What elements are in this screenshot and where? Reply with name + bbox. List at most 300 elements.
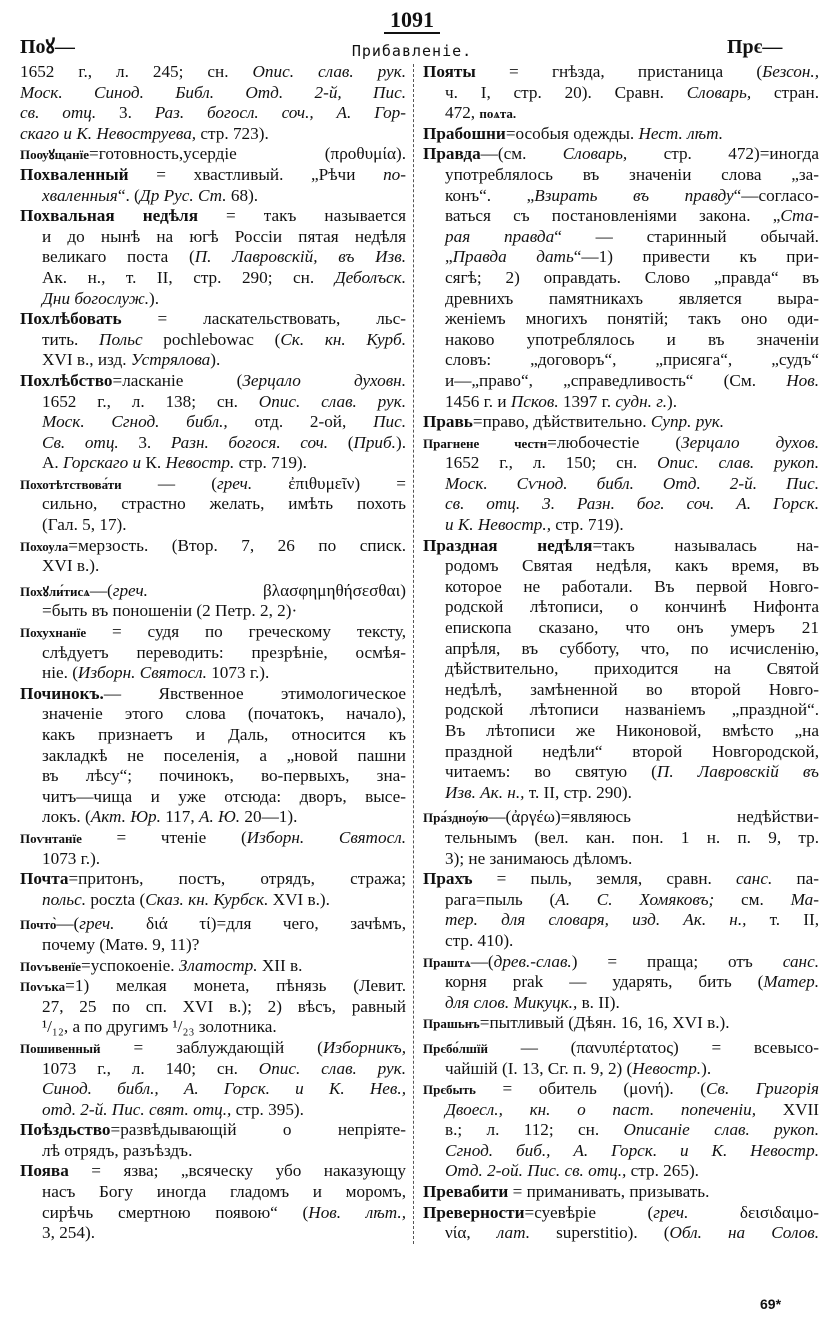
text-line (423, 807, 819, 828)
text-run: и до нынѣ на югѣ Россіи пятая недѣля (42, 226, 406, 246)
italic-run: Синод. библ., А. Горск. и К. Нев., (42, 1079, 406, 1099)
text-run: праздной недѣли“ второй Новгородской, (445, 741, 819, 761)
italic-run: хваленныя (42, 185, 118, 205)
italic-run: Акт. Юр. (90, 807, 161, 827)
text-line (423, 83, 819, 104)
text-line (423, 993, 819, 1014)
text-run: Ак. н., т. II, стр. 290; сн. (42, 267, 335, 287)
text-line (20, 392, 406, 413)
text-run: тить. (42, 329, 100, 349)
italic-run: св. отц. 3. Разн. бог. соч. А. Горск. (445, 494, 819, 514)
text-line (423, 144, 819, 165)
text-run: 1652 г., л. 245; сн. (20, 62, 253, 81)
text-run: насъ Богу иногда гладомъ и моромъ, (42, 1182, 406, 1202)
headword: Похвальная недѣля (20, 206, 198, 226)
text-run: = приманивать, призывать. (508, 1182, 710, 1202)
headword-slavonic: Поѹꙋщанїе (20, 147, 90, 163)
text-run: сильно, страстно желать, имѣть похоть (42, 494, 406, 514)
text-line (423, 412, 819, 433)
text-line (423, 289, 819, 310)
text-run: стр. 719). (234, 453, 307, 473)
text-line (423, 890, 819, 911)
running-head-right: Прє— (727, 36, 783, 58)
right-column (423, 62, 819, 1244)
text-line (20, 787, 406, 808)
text-run: 3, 254). (42, 1223, 95, 1243)
headword-slavonic: Поѵнтанїе (20, 830, 82, 846)
text-line (423, 1161, 819, 1182)
text-line (20, 103, 406, 124)
text-run: т. II, стр. 290). (524, 782, 632, 802)
italic-run: древ.-слав. (493, 951, 572, 971)
text-line (423, 1059, 819, 1080)
italic-run: Супр. рук. (650, 412, 725, 432)
italic-run: санс. (736, 869, 773, 889)
italic-run: Ста- (780, 206, 819, 226)
italic-run: скаго и К. Невоструева, (20, 123, 197, 143)
text-run: 1397 г. (558, 391, 616, 411)
italic-run: греч. (216, 473, 253, 493)
text-run: значеніе этого слова (початокъ, начало), (42, 704, 406, 724)
text-run: в.; л. 112; сн. (445, 1120, 624, 1140)
italic-run: Отд. 2-ой. Пис. св. отц., (445, 1161, 627, 1181)
text-line (423, 1203, 819, 1224)
headword: Почта (20, 869, 69, 889)
text-line (423, 350, 819, 371)
text-line (423, 1013, 819, 1034)
text-run: =быть въ поношеніи (2 Петр. 2, 2)· (42, 601, 298, 621)
text-run: ἐπιθυμεῖν) = (252, 473, 406, 493)
text-run: =пытливый (Дѣян. 16, 16, XVI в.). (479, 1013, 730, 1033)
italic-run: Безсон., (762, 62, 819, 81)
text-line (423, 1120, 819, 1141)
italic-run: Дни богослуж. (42, 288, 150, 308)
text-run: ). (667, 391, 678, 411)
text-run: т. II, (746, 910, 819, 930)
italic-run: Обл. на Солов. (669, 1223, 819, 1243)
italic-run: Нов. лѣт., (308, 1202, 406, 1222)
text-run: =ласканіе ( (112, 370, 243, 390)
text-line (20, 371, 406, 392)
text-line (423, 227, 819, 248)
text-run: =любочестіе ( (547, 432, 682, 452)
italic-run: Нест. лѣт. (638, 123, 724, 143)
italic-run: Опис. слав. рук. (252, 62, 406, 81)
headword-slavonic: Пошивенный (20, 1040, 101, 1056)
text-line (423, 680, 819, 701)
italic-run: судн. г. (615, 391, 668, 411)
headword: Поява (20, 1161, 69, 1181)
text-run: стр. 719). (551, 515, 624, 535)
text-line (423, 453, 819, 474)
text-line (20, 1182, 406, 1203)
italic-run: Изборн. Святосл. (77, 663, 207, 683)
text-run: = ласкательствовать, льс- (121, 309, 406, 329)
text-line (423, 186, 819, 207)
text-run: 472, (445, 103, 480, 123)
headword-slavonic: поѧта. (479, 106, 517, 122)
text-run: корня prak — ударять, бить ( (445, 972, 764, 992)
headword: Похваленный (20, 164, 129, 184)
text-line (20, 828, 406, 849)
text-run: —( (56, 914, 80, 934)
text-line (423, 1182, 819, 1203)
italic-run: польс. (42, 889, 87, 909)
text-run: какъ признаетъ и Даль, относится къ (42, 725, 406, 744)
text-run: = пыль, земля, сравн. (472, 869, 737, 889)
text-run: XVI в.). (268, 889, 330, 909)
text-line (423, 371, 819, 392)
text-line (423, 247, 819, 268)
running-head-left: Поꙋ— (20, 36, 75, 58)
text-line (423, 869, 819, 890)
text-line (423, 742, 819, 763)
text-line (20, 350, 406, 371)
headword: Преверности (423, 1202, 525, 1222)
text-run: ¹/₁₂, а по другимъ ¹/₂₃ золотника. (42, 1017, 277, 1037)
text-line (20, 725, 406, 746)
text-line (20, 766, 406, 787)
text-line (20, 247, 406, 268)
italic-run: Словарь, (562, 144, 628, 164)
italic-run: Опис. слав. рук. (258, 391, 406, 411)
italic-run: Сгнод. биб., А. Горск. и К. Невостр. (445, 1140, 819, 1160)
text-run: почему (Матѳ. 9, 11)? (42, 934, 200, 954)
text-run: въ лѣсу“; починокъ, во-первыхъ, зна- (42, 766, 406, 786)
headword: Пояты (423, 62, 476, 81)
text-run: великаго поста ( (42, 247, 195, 267)
text-run: словъ: „договоръ“, „присяга“, „судъ“ (445, 350, 819, 370)
text-line (423, 536, 819, 557)
text-run: стр. 472)=иногда (627, 144, 819, 164)
text-run: XVI в.). (42, 556, 100, 576)
italic-run: А. С. Хомяковъ; (555, 889, 715, 909)
text-line (423, 433, 819, 454)
italic-run: Др Рус. Ст. (139, 185, 227, 205)
text-run: νία, (445, 1223, 497, 1243)
text-run: закладкѣ не поселенія, а „новой пашни (42, 745, 406, 765)
italic-run: по- (383, 164, 406, 184)
text-run: = язва; „всяческу убо наказующу (68, 1161, 406, 1181)
italic-run: Моск. Синод. Библ. Отд. 2-й, Пис. (20, 82, 406, 102)
italic-run: рая правда (445, 226, 555, 246)
italic-run: Псков. (510, 391, 559, 411)
italic-run: отд. 2-й. Пис. свят. отц., (42, 1099, 232, 1119)
text-run: “. ( (117, 185, 140, 205)
text-run: отд. 2-ой, (227, 412, 374, 432)
text-line (423, 1079, 819, 1100)
text-run: “—1) привести къ при- (573, 247, 819, 267)
text-run: стр. 265). (626, 1161, 699, 1181)
italic-run: Невостр. (165, 453, 235, 473)
text-line (423, 515, 819, 536)
italic-run: и К. Невостр., (445, 515, 551, 535)
italic-run: Златостр. (178, 955, 258, 975)
headword: Прахъ (423, 869, 473, 889)
italic-run: Опис. слав. рук. (258, 1058, 406, 1078)
headword-slavonic: Прашьнъ (423, 1016, 480, 1032)
headword-slavonic: Почто̀ (20, 917, 57, 933)
text-run: ). (149, 288, 160, 308)
text-run: “ — старинный обычай. (554, 226, 819, 246)
text-line (423, 309, 819, 330)
text-run: которое не работали. Въ первой Новго- (445, 576, 819, 596)
text-line (20, 1100, 406, 1121)
headword: Правда (423, 144, 481, 164)
text-line (20, 581, 406, 602)
text-run: — Явственное этимологическое (103, 683, 406, 703)
text-line (423, 910, 819, 931)
text-run: = такъ называется (198, 206, 406, 226)
text-run: А. (42, 453, 64, 473)
headword-slavonic: Похꙋли́тисѧ (20, 583, 90, 599)
headword: Похлѣбство (20, 370, 113, 390)
headword: Прабошни (423, 123, 506, 143)
text-run: читъ—чища и уже отсюда: дворъ, высе- (42, 786, 406, 806)
text-run: конъ“. „ (445, 185, 535, 205)
text-line (423, 474, 819, 495)
italic-run: Св. отц. (42, 432, 119, 452)
text-run: тельнымъ (вел. кан. пон. 1 н. п. 9, тр. (445, 827, 819, 847)
headword-slavonic: Поѵьвенїе (20, 958, 82, 974)
italic-run: лат. (496, 1223, 530, 1243)
italic-run: А. Ю. (198, 807, 241, 827)
text-run: ). (701, 1058, 712, 1078)
text-run: διά τί)=для чего, зачѣмъ, (114, 914, 406, 934)
text-run: К. (141, 453, 166, 473)
text-line (423, 124, 819, 145)
text-line (20, 289, 406, 310)
text-line (20, 1059, 406, 1080)
text-line (20, 453, 406, 474)
text-run: 1456 г. и (445, 391, 511, 411)
italic-run: греч. (112, 580, 148, 600)
text-run: XVI в., изд. (42, 350, 131, 370)
text-line (20, 494, 406, 515)
text-line (423, 62, 819, 83)
text-line (423, 1141, 819, 1162)
headword-slavonic: Похоула (20, 538, 69, 554)
text-run: =развѣдывающій о непріяте- (110, 1120, 406, 1140)
text-line (423, 783, 819, 804)
text-line (20, 144, 406, 165)
text-run: рага=пыль ( (445, 889, 556, 909)
italic-run: Нов. (786, 370, 819, 390)
text-line (20, 268, 406, 289)
text-run: слѣдуетъ переводить: презрѣніе, осмѣя- (42, 642, 406, 662)
italic-run: Изборникъ, (322, 1037, 406, 1057)
italic-run: П. Лавровскій въ (656, 762, 819, 782)
text-run: родской лѣтописи названіемъ „праздной“. (445, 700, 819, 720)
text-line (423, 577, 819, 598)
italic-run: Деболъск. (334, 267, 406, 287)
text-run: =успокоеніе. (81, 955, 179, 975)
text-run: стр. 410). (445, 930, 514, 950)
page-number: 1091 (0, 8, 824, 32)
italic-run: Изв. Ак. н., (445, 782, 525, 802)
text-run: =притонъ, постъ, отрядъ, стража; (68, 869, 406, 889)
text-run: ніе. ( (42, 663, 78, 683)
italic-run: Раз. богосл. соч., А. Гор- (154, 103, 406, 123)
text-line (20, 601, 406, 622)
italic-run: Опис. слав. рукоп. (657, 453, 819, 473)
text-line (423, 700, 819, 721)
headword: Починокъ. (20, 683, 104, 703)
italic-run: греч. (653, 1202, 689, 1222)
text-run: = чтеніе ( (81, 827, 247, 847)
text-run: βλασφημηθήσεσθαι) (147, 580, 406, 600)
italic-run: для слов. Микуцк., (445, 992, 578, 1012)
text-run: “—согласо- (733, 185, 819, 205)
text-run: =готовность,усердіе (προθυμία). (89, 144, 406, 164)
text-line (20, 515, 406, 536)
text-line (423, 952, 819, 973)
text-run: 1073 г., л. 140; сн. (42, 1058, 259, 1078)
italic-run: Разн. богося. соч. (170, 432, 329, 452)
text-run: читаемъ: во святую ( (445, 762, 657, 782)
text-line (423, 931, 819, 952)
headword-slavonic: Прагнене честн (423, 435, 548, 451)
text-run: лѣ отрядъ, разъѣздъ. (42, 1140, 193, 1160)
text-run: стр. 395). (231, 1099, 304, 1119)
text-line (423, 392, 819, 413)
text-line (20, 890, 406, 911)
text-run: 3. (118, 103, 155, 123)
italic-run: Ск. кн. Курб. (280, 329, 406, 349)
italic-run: Описаніе слав. рукоп. (623, 1120, 819, 1140)
text-run: superstitio). ( (530, 1223, 670, 1243)
signature-mark: 69* (760, 1296, 782, 1312)
text-run: 1652 г., л. 138; сн. (42, 391, 259, 411)
text-line (20, 474, 406, 495)
italic-run: греч. (79, 914, 115, 934)
text-line (423, 268, 819, 289)
text-run: родской лѣтописи, о кончинѣ Нифонта (445, 597, 819, 617)
text-run: —( (89, 580, 113, 600)
italic-run: П. Лавровскій, въ Изв. (194, 247, 406, 267)
text-run: епископа сказано, что онъ умеръ 21 (445, 618, 819, 638)
italic-run: Польс (99, 329, 143, 349)
text-line (20, 1017, 406, 1038)
text-run: 3); не занимаюсь дѣломъ. (445, 848, 633, 868)
headword: Похлѣбовать (20, 309, 122, 329)
text-line (20, 622, 406, 643)
text-run: чайшій (I. 13, Сг. п. 9, 2) ( (445, 1058, 633, 1078)
italic-run: Сказ. кн. Курбск. (145, 889, 269, 909)
text-run: XVII (756, 1099, 819, 1119)
italic-run: Св. Григорія (706, 1079, 819, 1099)
italic-run: Зерцало духов. (681, 432, 819, 452)
italic-run: Ма- (790, 889, 819, 909)
text-run: употреблялось въ значеніи слова „за- (445, 164, 819, 184)
text-line (423, 597, 819, 618)
text-run: =1) мелкая монета, пѣнязь (Левит. (65, 976, 406, 996)
text-line (423, 103, 819, 124)
text-run: локъ. ( (42, 807, 91, 827)
text-line (423, 1038, 819, 1059)
text-line (20, 869, 406, 890)
headword-slavonic: Прєбыть (423, 1082, 476, 1098)
text-run: и—„право“, „справедливость“ (См. (445, 370, 787, 390)
headword-slavonic: Пра́здноу́ю (423, 810, 489, 826)
text-run: ) = праща; отъ (571, 951, 783, 971)
text-line (423, 659, 819, 680)
text-line (423, 828, 819, 849)
text-line (423, 165, 819, 186)
text-run: — (πανυπέρτατος) = всевысо- (488, 1037, 819, 1057)
italic-run: Правда дать (452, 247, 574, 267)
text-run: =такъ называлась на- (592, 535, 819, 555)
text-run: 1073 г.). (206, 663, 270, 683)
text-run: ). (395, 432, 406, 452)
text-run: =мерзость. (Втор. 7, 26 по списк. (68, 535, 406, 555)
text-line (423, 639, 819, 660)
text-run: в. II). (577, 992, 620, 1012)
text-line (20, 1203, 406, 1224)
text-run: наково употреблялось и въ значеніи (445, 329, 819, 349)
text-run: женіемъ многихъ понятій; такъ оно оди- (445, 309, 819, 329)
text-run: древнихъ памятникахъ является выра- (445, 288, 819, 308)
text-line (423, 330, 819, 351)
italic-run: Изборн. Святосл. (246, 827, 406, 847)
running-head-title: Прибавленіе. (351, 42, 473, 60)
text-line (20, 206, 406, 227)
text-run: XII в. (257, 955, 303, 975)
text-run: стр. 723). (196, 123, 269, 143)
text-line (20, 536, 406, 557)
italic-run: Пис. (373, 412, 406, 432)
text-line (423, 1100, 819, 1121)
italic-run: Словарь, (686, 82, 752, 102)
headword: Превабити (423, 1182, 509, 1202)
left-column (20, 62, 406, 1244)
text-line (423, 556, 819, 577)
italic-run: Зерцало духовн. (242, 370, 406, 390)
italic-run: Взирать въ правду (534, 185, 734, 205)
text-run: 117, (160, 807, 199, 827)
text-run: ч. I, стр. 20). Сравн. (445, 82, 687, 102)
italic-run: тер. для словаря, изд. Ак. н., (445, 910, 747, 930)
text-line (20, 914, 406, 935)
text-line (20, 663, 406, 684)
text-run: (Гал. 5, 17). (42, 515, 127, 535)
text-line (20, 433, 406, 454)
headword: Праздная недѣля (423, 535, 593, 555)
text-run: = гнѣзда, пристаница ( (475, 62, 763, 81)
italic-run: санс. (782, 951, 819, 971)
headword-slavonic: Прєбо́лшїй (423, 1040, 488, 1056)
italic-run: Невостр. (632, 1058, 702, 1078)
text-line (20, 1141, 406, 1162)
text-run: ( (328, 432, 354, 452)
text-run: —(см. (480, 144, 563, 164)
italic-run: Матер. (763, 972, 819, 992)
text-run: poczta ( (86, 889, 146, 909)
text-line (20, 62, 406, 83)
text-run: родомъ Святая недѣля, какъ время, въ (445, 556, 819, 576)
text-run: — ( (121, 473, 217, 493)
text-line (423, 1223, 819, 1244)
headword: Поѣздьство (20, 1120, 111, 1140)
text-line (423, 206, 819, 227)
text-run: недѣлѣ, замѣненной во второй Новго- (445, 679, 819, 699)
text-run: па- (772, 869, 819, 889)
text-line (20, 1120, 406, 1141)
text-run: дѣйствительно, приходится на Святой (445, 659, 819, 679)
text-run: сирѣчь смертною появою“ ( (42, 1202, 309, 1222)
text-run: 27, 25 по сп. XVI в.); 2) вѣсъ, равный (42, 996, 406, 1016)
text-line (20, 412, 406, 433)
